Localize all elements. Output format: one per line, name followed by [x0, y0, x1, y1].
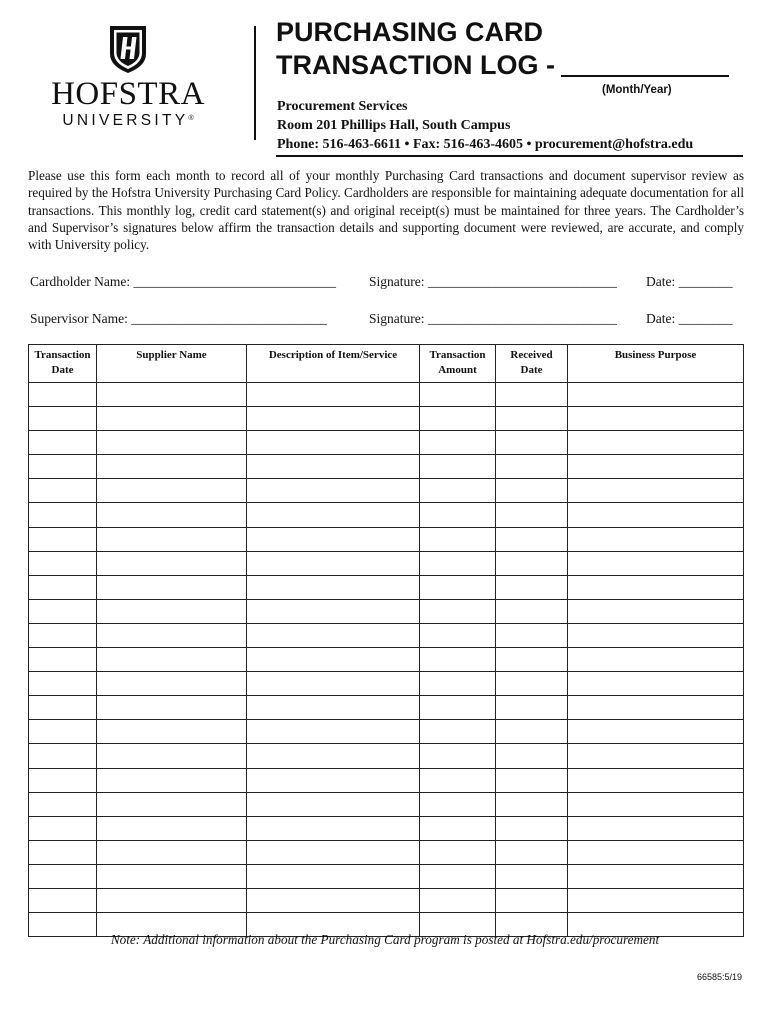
cell-transaction-amount[interactable]	[420, 407, 496, 431]
cell-supplier-name[interactable]	[97, 648, 247, 672]
cell-transaction-date[interactable]	[29, 623, 97, 647]
cell-description[interactable]	[247, 648, 420, 672]
table-body	[29, 383, 744, 937]
cell-transaction-amount[interactable]	[420, 455, 496, 479]
cell-received-date[interactable]	[496, 431, 568, 455]
table-row	[29, 864, 744, 888]
cell-description[interactable]	[247, 551, 420, 575]
cell-transaction-amount[interactable]	[420, 503, 496, 527]
cell-business-purpose[interactable]	[568, 696, 744, 720]
cell-description[interactable]	[247, 888, 420, 912]
cell-description[interactable]	[247, 455, 420, 479]
cell-received-date[interactable]	[496, 551, 568, 575]
table-row	[29, 599, 744, 623]
cell-received-date[interactable]	[496, 792, 568, 816]
form-code: 66585:5/19	[696, 972, 742, 982]
table-row	[29, 575, 744, 599]
col-header-transaction-amount: Transaction Amount	[420, 345, 496, 383]
cell-description[interactable]	[247, 792, 420, 816]
cell-received-date[interactable]	[496, 479, 568, 503]
table-row	[29, 551, 744, 575]
cell-transaction-amount[interactable]	[420, 696, 496, 720]
department-contact: Phone: 516-463-6611 • Fax: 516-463-4605 • procurement@hofstra.edu	[277, 137, 694, 152]
cell-description[interactable]	[247, 696, 420, 720]
cell-transaction-amount[interactable]	[420, 599, 496, 623]
cell-supplier-name[interactable]	[97, 816, 247, 840]
department-address: Room 201 Phillips Hall, South Campus	[277, 118, 511, 133]
header-divider	[254, 26, 256, 140]
cell-transaction-date[interactable]	[29, 696, 97, 720]
form-title	[276, 16, 729, 82]
table-row	[29, 407, 744, 431]
cell-description[interactable]	[247, 407, 420, 431]
cell-description[interactable]	[247, 744, 420, 768]
cell-received-date[interactable]	[496, 696, 568, 720]
cell-transaction-date[interactable]	[29, 575, 97, 599]
table-row	[29, 744, 744, 768]
cell-description[interactable]	[247, 527, 420, 551]
cell-transaction-date[interactable]	[29, 527, 97, 551]
table-row	[29, 431, 744, 455]
cell-received-date[interactable]	[496, 816, 568, 840]
cell-transaction-date[interactable]	[29, 479, 97, 503]
cell-transaction-amount[interactable]	[420, 744, 496, 768]
table-row	[29, 383, 744, 407]
cell-transaction-date[interactable]	[29, 768, 97, 792]
cell-supplier-name[interactable]	[97, 720, 247, 744]
cell-transaction-date[interactable]	[29, 840, 97, 864]
cell-transaction-date[interactable]	[29, 407, 97, 431]
table-row	[29, 672, 744, 696]
cell-supplier-name[interactable]	[97, 623, 247, 647]
department-name: Procurement Services	[277, 99, 408, 114]
cell-supplier-name[interactable]	[97, 864, 247, 888]
supervisor-signature-field[interactable]: Signature: ____________________________	[369, 311, 617, 326]
cell-transaction-amount[interactable]	[420, 840, 496, 864]
cell-received-date[interactable]	[496, 864, 568, 888]
cell-business-purpose[interactable]	[568, 431, 744, 455]
cell-transaction-amount[interactable]	[420, 575, 496, 599]
cell-supplier-name[interactable]	[97, 479, 247, 503]
col-header-business-purpose: Business Purpose	[568, 345, 744, 383]
cell-received-date[interactable]	[496, 768, 568, 792]
col-header-transaction-date: Transaction Date	[29, 345, 97, 383]
cell-description[interactable]	[247, 864, 420, 888]
cell-transaction-amount[interactable]	[420, 816, 496, 840]
cell-supplier-name[interactable]	[97, 431, 247, 455]
table-row	[29, 720, 744, 744]
table-row	[29, 768, 744, 792]
cell-received-date[interactable]	[496, 407, 568, 431]
cell-business-purpose[interactable]	[568, 840, 744, 864]
cell-business-purpose[interactable]	[568, 672, 744, 696]
cell-transaction-date[interactable]	[29, 551, 97, 575]
table-row	[29, 816, 744, 840]
cell-supplier-name[interactable]	[97, 744, 247, 768]
cell-transaction-amount[interactable]	[420, 888, 496, 912]
cell-transaction-amount[interactable]	[420, 527, 496, 551]
cell-supplier-name[interactable]	[97, 455, 247, 479]
hofstra-logo	[44, 24, 212, 136]
cell-transaction-amount[interactable]	[420, 551, 496, 575]
cardholder-signature-field[interactable]: Signature: ____________________________	[369, 274, 617, 289]
cell-transaction-amount[interactable]	[420, 792, 496, 816]
cell-business-purpose[interactable]	[568, 551, 744, 575]
cell-transaction-date[interactable]	[29, 672, 97, 696]
supervisor-date-field[interactable]: Date: ________	[646, 311, 733, 326]
cell-description[interactable]	[247, 383, 420, 407]
cell-received-date[interactable]	[496, 720, 568, 744]
cell-transaction-amount[interactable]	[420, 431, 496, 455]
cell-business-purpose[interactable]	[568, 599, 744, 623]
cell-supplier-name[interactable]	[97, 383, 247, 407]
cell-business-purpose[interactable]	[568, 744, 744, 768]
cell-transaction-date[interactable]	[29, 792, 97, 816]
cell-transaction-date[interactable]	[29, 648, 97, 672]
col-header-description: Description of Item/Service	[247, 345, 420, 383]
cell-description[interactable]	[247, 623, 420, 647]
col-header-supplier-name: Supplier Name	[97, 345, 247, 383]
cell-transaction-date[interactable]	[29, 431, 97, 455]
cell-received-date[interactable]	[496, 840, 568, 864]
cell-received-date[interactable]	[496, 575, 568, 599]
cell-business-purpose[interactable]	[568, 623, 744, 647]
cell-received-date[interactable]	[496, 383, 568, 407]
cell-transaction-amount[interactable]	[420, 672, 496, 696]
cell-description[interactable]	[247, 672, 420, 696]
cell-transaction-amount[interactable]	[420, 864, 496, 888]
cell-supplier-name[interactable]	[97, 768, 247, 792]
supervisor-name-field[interactable]: Supervisor Name: _____________________________	[30, 311, 327, 326]
cell-transaction-date[interactable]	[29, 720, 97, 744]
cell-transaction-amount[interactable]	[420, 383, 496, 407]
logo-name: HOFSTRA	[51, 76, 205, 112]
table-row	[29, 888, 744, 912]
cell-supplier-name[interactable]	[97, 840, 247, 864]
cell-transaction-amount[interactable]	[420, 720, 496, 744]
cell-description[interactable]	[247, 816, 420, 840]
table-header-row	[29, 345, 744, 383]
cardholder-date-field[interactable]: Date: ________	[646, 274, 733, 289]
cell-business-purpose[interactable]	[568, 720, 744, 744]
cell-supplier-name[interactable]	[97, 551, 247, 575]
cell-received-date[interactable]	[496, 744, 568, 768]
cell-supplier-name[interactable]	[97, 503, 247, 527]
month-year-field[interactable]	[561, 51, 729, 77]
cell-transaction-date[interactable]	[29, 599, 97, 623]
cell-transaction-date[interactable]	[29, 383, 97, 407]
cell-business-purpose[interactable]	[568, 816, 744, 840]
table-row	[29, 503, 744, 527]
cell-transaction-date[interactable]	[29, 864, 97, 888]
cell-received-date[interactable]	[496, 648, 568, 672]
cell-supplier-name[interactable]	[97, 888, 247, 912]
cell-received-date[interactable]	[496, 888, 568, 912]
col-header-received-date: Received Date	[496, 345, 568, 383]
cell-business-purpose[interactable]	[568, 455, 744, 479]
cell-supplier-name[interactable]	[97, 407, 247, 431]
cell-transaction-date[interactable]	[29, 816, 97, 840]
title-line-1: PURCHASING CARD	[276, 17, 544, 47]
cell-transaction-amount[interactable]	[420, 479, 496, 503]
cell-supplier-name[interactable]	[97, 599, 247, 623]
cell-received-date[interactable]	[496, 455, 568, 479]
cell-business-purpose[interactable]	[568, 792, 744, 816]
cell-supplier-name[interactable]	[97, 672, 247, 696]
cell-business-purpose[interactable]	[568, 479, 744, 503]
cell-transaction-date[interactable]	[29, 455, 97, 479]
cell-supplier-name[interactable]	[97, 696, 247, 720]
cell-description[interactable]	[247, 575, 420, 599]
cell-business-purpose[interactable]	[568, 575, 744, 599]
cell-business-purpose[interactable]	[568, 888, 744, 912]
cell-transaction-date[interactable]	[29, 744, 97, 768]
cell-transaction-date[interactable]	[29, 503, 97, 527]
table-row	[29, 527, 744, 551]
cell-received-date[interactable]	[496, 503, 568, 527]
table-row	[29, 623, 744, 647]
table-row	[29, 840, 744, 864]
transaction-log-table	[28, 344, 744, 937]
cell-supplier-name[interactable]	[97, 575, 247, 599]
cell-received-date[interactable]	[496, 599, 568, 623]
hofstra-h-shield-icon	[106, 24, 150, 74]
cell-business-purpose[interactable]	[568, 383, 744, 407]
cell-description[interactable]	[247, 720, 420, 744]
cell-description[interactable]	[247, 503, 420, 527]
table-row	[29, 455, 744, 479]
cell-description[interactable]	[247, 431, 420, 455]
cell-description[interactable]	[247, 840, 420, 864]
cell-received-date[interactable]	[496, 672, 568, 696]
month-year-label: (Month/Year)	[602, 84, 672, 96]
cell-business-purpose[interactable]	[568, 527, 744, 551]
logo-subtitle: UNIVERSITY®	[62, 112, 194, 129]
cell-business-purpose[interactable]	[568, 864, 744, 888]
footer-note: Note: Additional information about the Purchasing Card program is posted at Hofstra.edu/procurement	[110, 932, 660, 947]
cell-business-purpose[interactable]	[568, 503, 744, 527]
title-line-2: TRANSACTION LOG -	[276, 49, 729, 82]
cell-supplier-name[interactable]	[97, 792, 247, 816]
header-rule	[276, 155, 743, 157]
cell-received-date[interactable]	[496, 527, 568, 551]
cell-description[interactable]	[247, 599, 420, 623]
cell-business-purpose[interactable]	[568, 648, 744, 672]
cell-transaction-amount[interactable]	[420, 768, 496, 792]
cell-description[interactable]	[247, 768, 420, 792]
cell-business-purpose[interactable]	[568, 768, 744, 792]
cell-transaction-date[interactable]	[29, 888, 97, 912]
table-row	[29, 792, 744, 816]
cell-business-purpose[interactable]	[568, 407, 744, 431]
cell-supplier-name[interactable]	[97, 527, 247, 551]
cardholder-name-field[interactable]: Cardholder Name: ______________________________	[30, 274, 336, 289]
cell-description[interactable]	[247, 479, 420, 503]
table-row	[29, 648, 744, 672]
table-row	[29, 696, 744, 720]
intro-paragraph: Please use this form each month to record all of your monthly Purchasing Card transactions and document supervisor review as required by the Hofstra University Purchasing Card Policy. Cardholders are responsible for maintaining adequate documentation for all transactions. This monthly log, credit card statement(s) and original receipt(s) must be maintained for three years. The Cardholder’s and Supervisor’s signatures below affirm the transaction details and supporting document were reviewed, are accurate, and comply with University policy.	[28, 168, 744, 253]
cell-received-date[interactable]	[496, 623, 568, 647]
registered-mark: ®	[188, 115, 194, 122]
cell-transaction-amount[interactable]	[420, 648, 496, 672]
cell-transaction-amount[interactable]	[420, 623, 496, 647]
table-row	[29, 479, 744, 503]
